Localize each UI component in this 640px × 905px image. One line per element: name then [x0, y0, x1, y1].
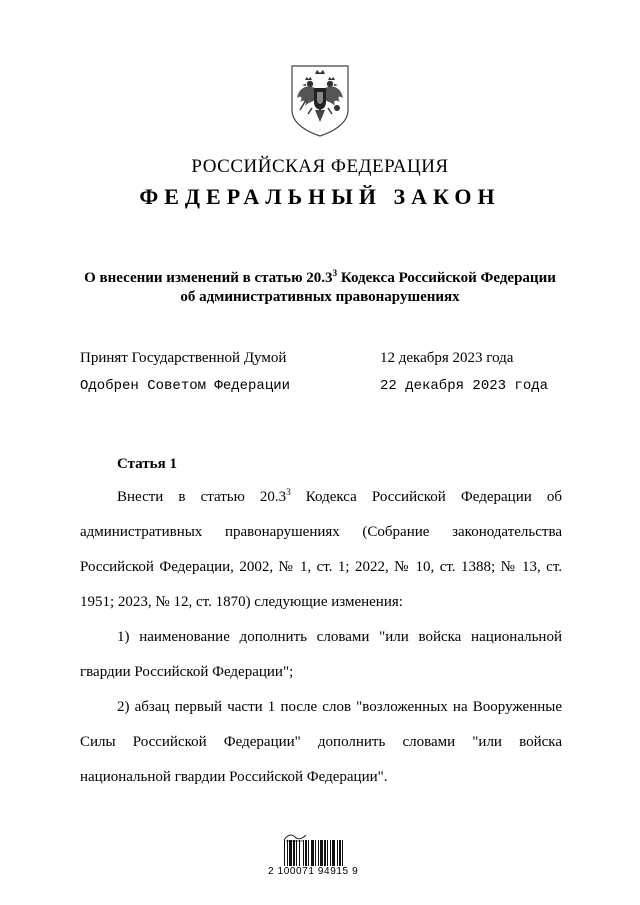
- law-title-line-1: О внесении изменений в статью 20.3$^3$ Кодекса Российской Федерации: [84, 268, 556, 286]
- barcode-number: 2 100071 94915 9: [268, 866, 359, 877]
- council-approval-label: Одобрен Советом Федерации: [80, 378, 291, 394]
- council-approval-date: 22 декабря 2023 года: [380, 378, 549, 394]
- law-title-line-2: об административных правонарушениях: [180, 289, 460, 305]
- coat-of-arms-icon: [288, 64, 352, 138]
- country-name: РОССИЙСКАЯ ФЕДЕРАЦИЯ: [191, 156, 449, 177]
- duma-adoption-date: 12 декабря 2023 года: [380, 350, 514, 366]
- law-title: [40, 264, 600, 307]
- duma-adoption-label: Принят Государственной Думой: [80, 350, 287, 366]
- article-item-2: 2) абзац первый части 1 после слов "возложенных на Вооруженные Силы Российской Федерации" дополнить словами "или войска национальной гвардии Российской Федерации".: [80, 699, 562, 785]
- article-intro-paragraph: Внести в статью 20.3$^3$ Кодекса Российской Федерации об административных правонарушениях (Собрание законодательства Российской Федерации, 2002, № 1, ст. 1; 2022, № 10, ст. 1388; № 13, ст. 1951; 2023, № 12, ст. 1870) следующие изменения:: [80, 487, 562, 610]
- article-item-1: 1) наименование дополнить словами "или войска национальной гвардии Российской Федерации";: [80, 629, 562, 680]
- registration-mark-icon: [282, 829, 308, 839]
- article-heading: Статья 1: [117, 456, 177, 472]
- barcode-icon: [284, 840, 362, 866]
- document-type: ФЕДЕРАЛЬНЫЙ ЗАКОН: [139, 184, 501, 209]
